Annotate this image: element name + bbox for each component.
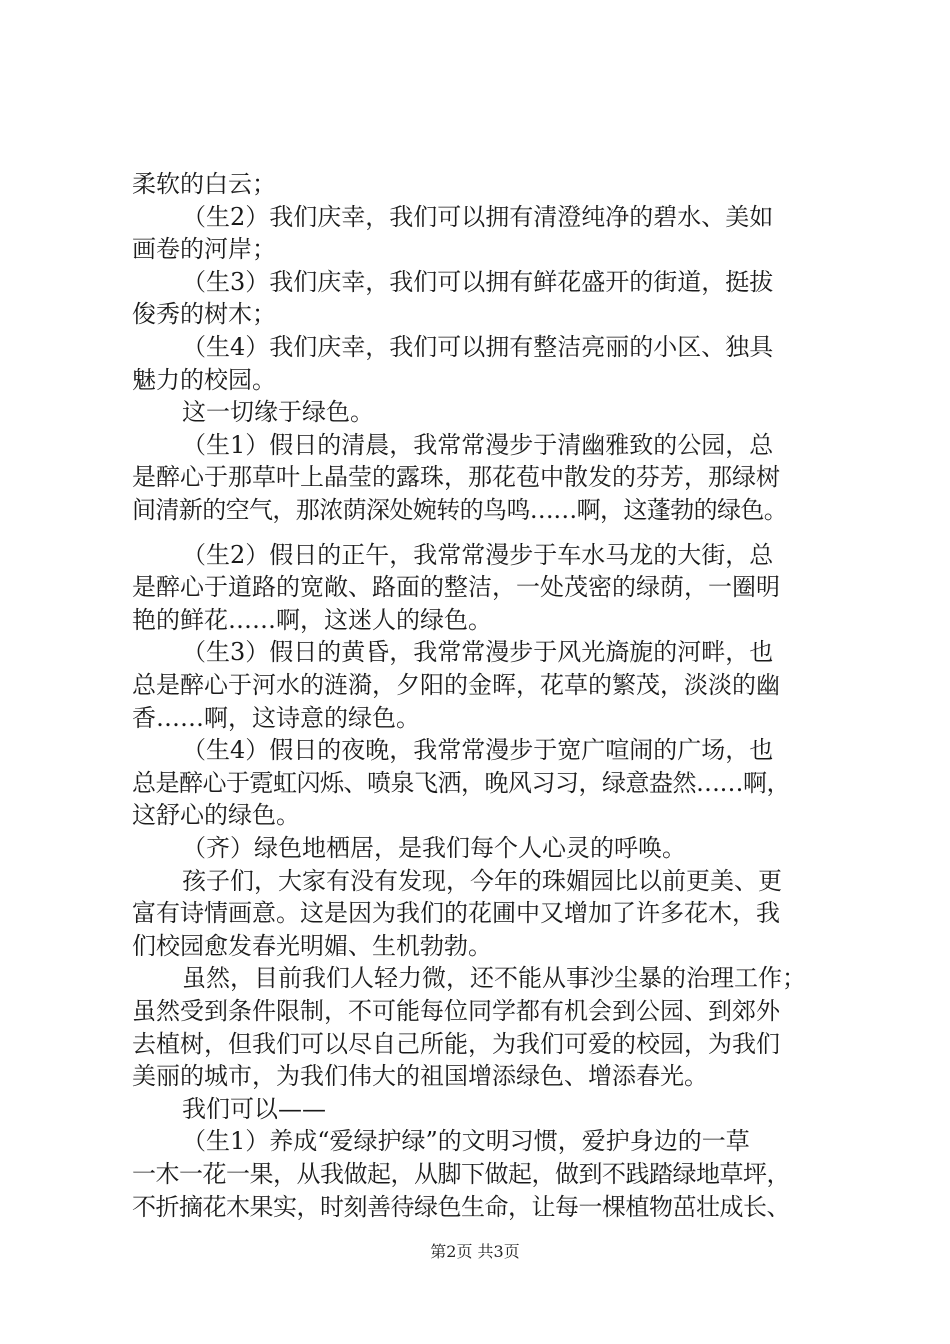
text-line: （生1）养成“爱绿护绿”的文明习惯，爱护身边的一草 bbox=[182, 1127, 750, 1155]
text-line: 美丽的城市，为我们伟大的祖国增添绿色、增添春光。 bbox=[132, 1062, 708, 1090]
text-line: （生4）我们庆幸，我们可以拥有整洁亮丽的小区、独具 bbox=[182, 333, 774, 361]
text-line: 这舒心的绿色。 bbox=[132, 801, 300, 829]
text-line: （生2）假日的正午，我常常漫步于车水马龙的大街，总 bbox=[182, 541, 774, 569]
text-line: 俊秀的树木； bbox=[132, 300, 276, 328]
text-line: （生3）假日的黄昏，我常常漫步于风光旖旎的河畔，也 bbox=[182, 638, 774, 666]
text-line: 是醉心于那草叶上晶莹的露珠，那花苞中散发的芬芳，那绿树 bbox=[132, 463, 780, 491]
text-line: （生1）假日的清晨，我常常漫步于清幽雅致的公园，总 bbox=[182, 431, 774, 459]
text-line: 们校园愈发春光明媚、生机勃勃。 bbox=[132, 932, 492, 960]
text-line: （齐）绿色地栖居，是我们每个人心灵的呼唤。 bbox=[182, 834, 686, 862]
text-line: 富有诗情画意。这是因为我们的花圃中又增加了许多花木，我 bbox=[132, 899, 780, 927]
page-number-footer: 第2页 共3页 bbox=[430, 1242, 520, 1261]
text-line: （生2）我们庆幸，我们可以拥有清澄纯净的碧水、美如 bbox=[182, 203, 774, 231]
text-line: 总是醉心于河水的涟漪，夕阳的金晖，花草的繁茂，淡淡的幽 bbox=[132, 671, 780, 699]
text-line: （生3）我们庆幸，我们可以拥有鲜花盛开的街道，挺拔 bbox=[182, 268, 774, 296]
text-line: 我们可以—— bbox=[182, 1095, 326, 1123]
text-line: 虽然受到条件限制，不可能每位同学都有机会到公园、到郊外 bbox=[132, 997, 780, 1025]
text-line: 去植树，但我们可以尽自己所能，为我们可爱的校园，为我们 bbox=[132, 1030, 780, 1058]
text-line: 艳的鲜花……啊，这迷人的绿色。 bbox=[132, 606, 492, 634]
text-line: 不折摘花木果实，时刻善待绿色生命，让每一棵植物茁壮成长、 bbox=[132, 1193, 790, 1221]
text-line: 魅力的校园。 bbox=[132, 366, 276, 394]
text-line: 总是醉心于霓虹闪烁、喷泉飞洒，晚风习习，绿意盎然……啊， bbox=[132, 769, 790, 797]
text-line: 这一切缘于绿色。 bbox=[182, 398, 374, 426]
text-line: 间清新的空气，那浓荫深处婉转的鸟鸣……啊，这蓬勃的绿色。 bbox=[132, 496, 788, 524]
text-line: 柔软的白云； bbox=[132, 170, 276, 198]
text-line: （生4）假日的夜晚，我常常漫步于宽广喧闹的广场，也 bbox=[182, 736, 774, 764]
text-line: 孩子们，大家有没有发现，今年的珠媚园比以前更美、更 bbox=[182, 867, 782, 895]
text-line: 虽然，目前我们人轻力微，还不能从事沙尘暴的治理工作； bbox=[182, 964, 806, 992]
text-line: 香……啊，这诗意的绿色。 bbox=[132, 704, 420, 732]
text-line: 一木一花一果，从我做起，从脚下做起，做到不践踏绿地草坪， bbox=[132, 1160, 790, 1188]
text-line: 是醉心于道路的宽敞、路面的整洁，一处茂密的绿荫，一圈明 bbox=[132, 573, 780, 601]
text-line: 画卷的河岸； bbox=[132, 235, 276, 263]
